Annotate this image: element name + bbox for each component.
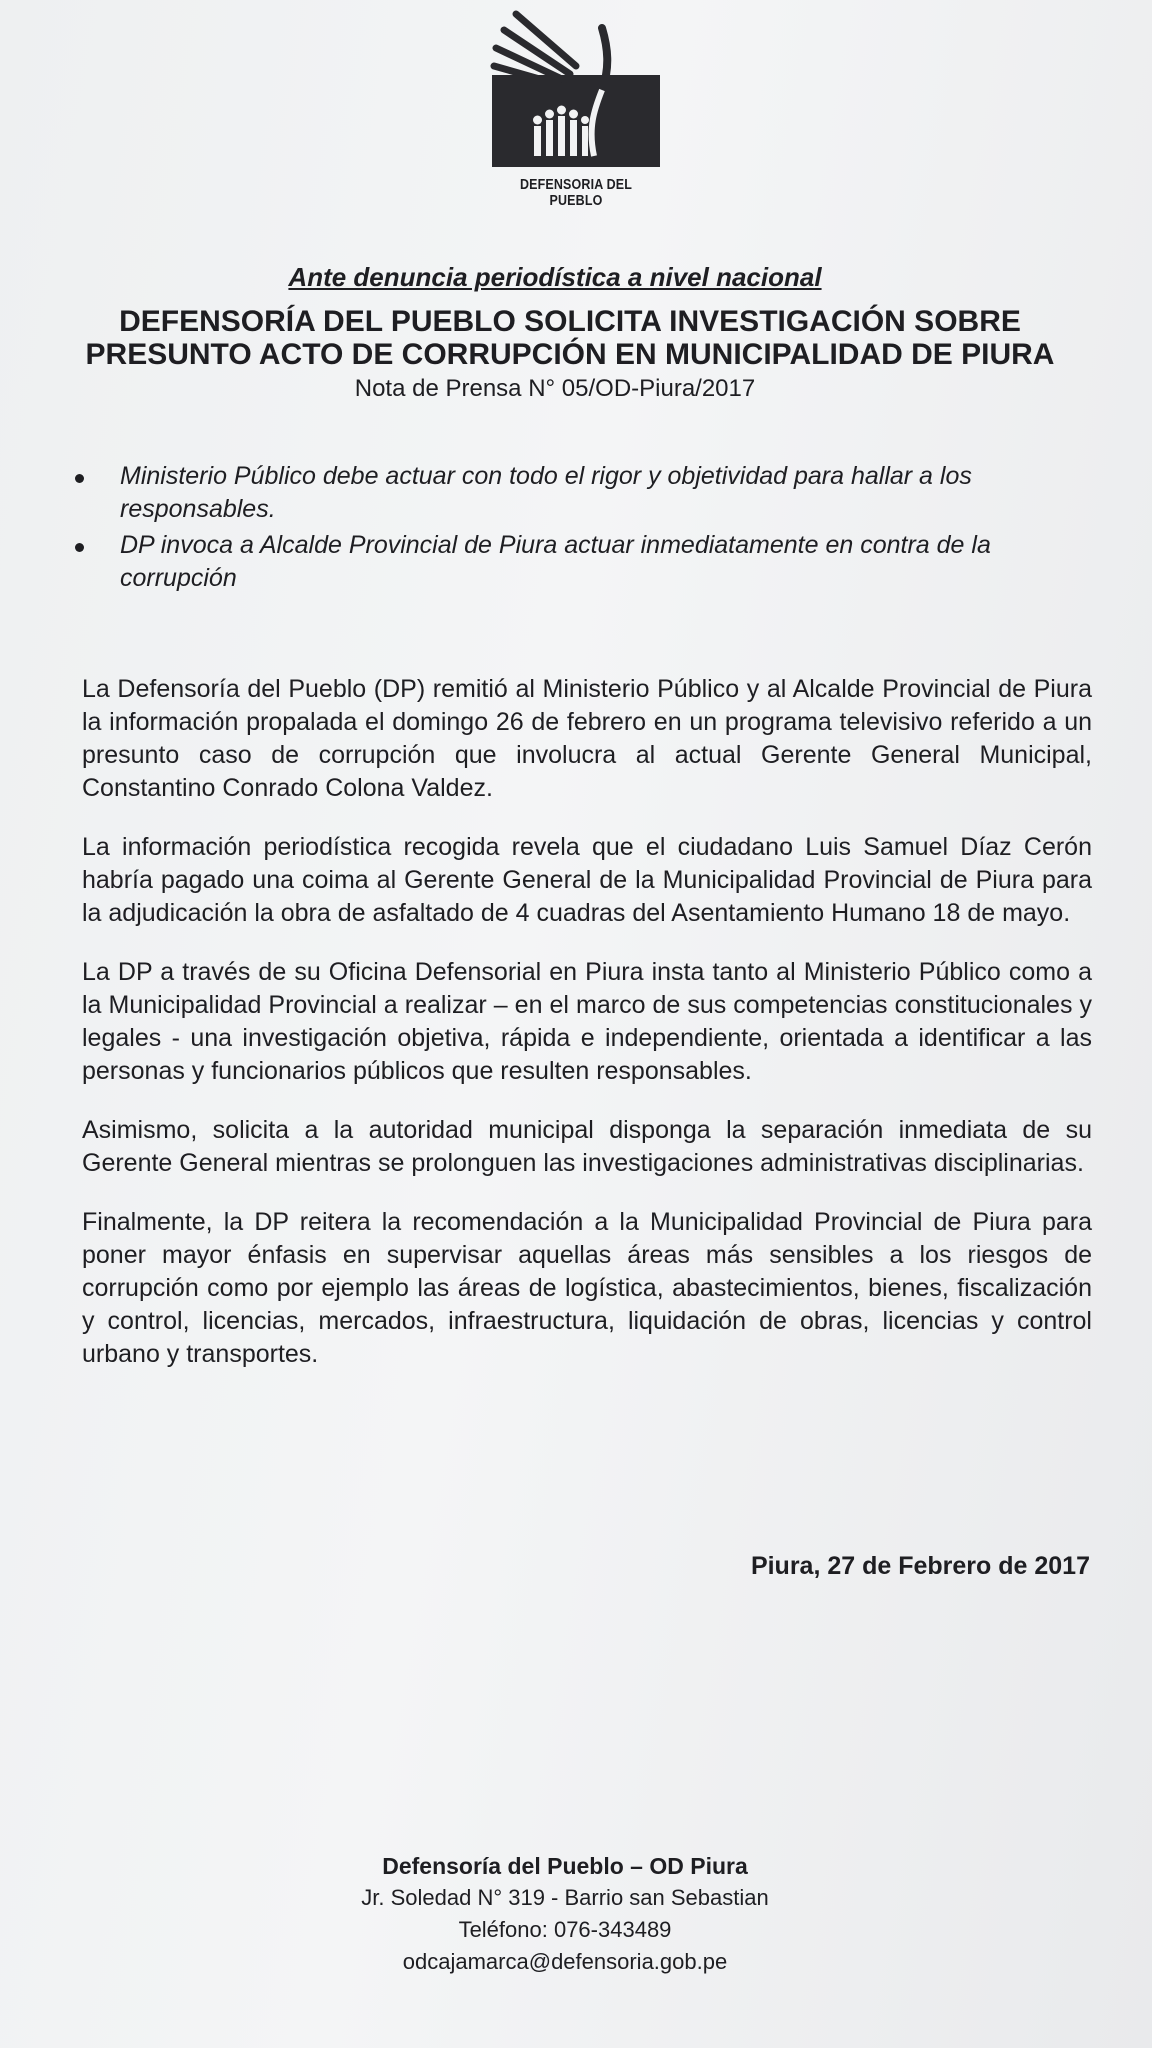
bullet-text: Ministerio Público debe actuar con todo el rigor y objetividad para hallar a los responsables. bbox=[120, 462, 972, 523]
press-headline bbox=[40, 305, 1100, 371]
dateline: Piura, 27 de Febrero de 2017 bbox=[750, 1552, 1090, 1580]
footer-address: Jr. Soledad N° 319 - Barrio san Sebastian bbox=[361, 1885, 769, 1910]
body-paragraph: Asimismo, solicita a la autoridad municipal disponga la separación inmediata de su Gerente General mientras se prolonguen las investigaciones administrativas disciplinarias. bbox=[82, 1116, 1092, 1177]
footer-phone: Teléfono: 076-343489 bbox=[458, 1917, 672, 1942]
highlight-bullets bbox=[70, 460, 1080, 598]
bullet-item bbox=[70, 529, 1080, 595]
bullet-dot-icon bbox=[75, 543, 84, 552]
defensoria-logo-icon bbox=[490, 8, 660, 198]
headline-line-1: DEFENSORÍA DEL PUEBLO SOLICITA INVESTIGACIÓN SOBRE bbox=[119, 305, 1021, 338]
footer-org: Defensoría del Pueblo – OD Piura bbox=[382, 1853, 748, 1879]
bullet-text: DP invoca a Alcalde Provincial de Piura actuar inmediatamente en contra de la corrupción bbox=[120, 531, 991, 592]
body-paragraph: La información periodística recogida revela que el ciudadano Luis Samuel Díaz Cerón habría pagado una coima al Gerente General de la Municipalidad Provincial de Piura para la adjudicación la obra de asfaltado de 4 cuadras del Asentamiento Humano 18 de mayo. bbox=[82, 833, 1092, 927]
headline-line-2: PRESUNTO ACTO DE CORRUPCIÓN EN MUNICIPALIDAD DE PIURA bbox=[85, 338, 1055, 371]
body-paragraph: Finalmente, la DP reitera la recomendación a la Municipalidad Provincial de Piura para poner mayor énfasis en supervisar aquellas áreas más sensibles a los riesgos de corrupción como por ejemplo las áreas de logística, abastecimientos, bienes, fiscalización y control, licencias, mercados, infraestructura, liquidación de obras, licencias y control urbano y transportes. bbox=[82, 1208, 1092, 1368]
logo-text: DEFENSORIA DEL PUEBLO bbox=[519, 177, 633, 209]
press-note-number: Nota de Prensa N° 05/OD-Piura/2017 bbox=[354, 375, 756, 402]
body-paragraph: La DP a través de su Oficina Defensorial en Piura insta tanto al Ministerio Público como a la Municipalidad Provincial a realizar – en el marco de sus competencias constitucionales y legales - una investigación objetiva, rápida e independiente, orientada a identificar a las personas y funcionarios públicos que resulten responsables. bbox=[82, 958, 1092, 1085]
press-body bbox=[82, 673, 1092, 1397]
footer-email: odcajamarca@defensoria.gob.pe bbox=[402, 1949, 728, 1974]
bullet-dot-icon bbox=[75, 474, 84, 483]
bullet-item bbox=[70, 460, 1080, 526]
body-paragraph: La Defensoría del Pueblo (DP) remitió al Ministerio Público y al Alcalde Provincial de Piura la información propalada el domingo 26 de febrero en un programa televisivo referido a un presunto caso de corrupción que involucra al actual Gerente General Municipal, Constantino Conrado Colona Valdez. bbox=[82, 675, 1092, 802]
contact-footer bbox=[250, 1850, 880, 1978]
kicker-heading: Ante denuncia periodística a nivel nacional bbox=[288, 262, 822, 292]
